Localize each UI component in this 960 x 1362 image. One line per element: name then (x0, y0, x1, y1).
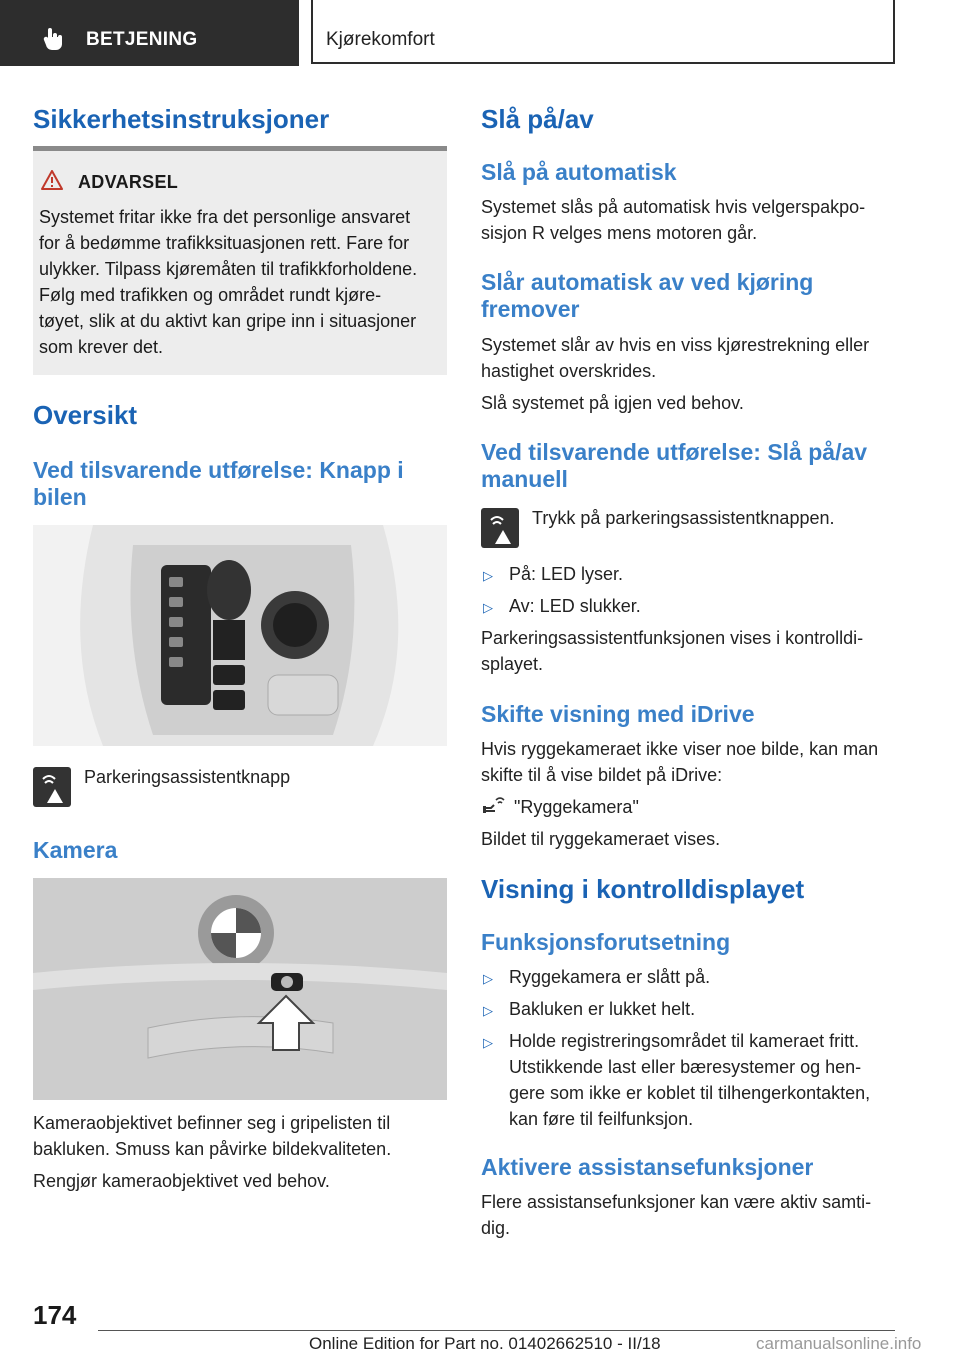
heading-safety: Sikkerhetsinstruksjoner (33, 104, 330, 134)
auto-off-l2: hastighet overskrides. (481, 361, 657, 381)
idrive-l2: skifte til å vise bildet på iDrive: (481, 765, 723, 785)
center-console-photo (33, 525, 447, 746)
rear-camera-photo (33, 878, 447, 1100)
heading-auto-on: Slå på automatisk (481, 159, 677, 185)
bullet-triangle-icon: ▷ (483, 971, 493, 986)
heading-manual-l2: manuell (481, 466, 568, 492)
heading-manual-l1: Ved tilsvarende utførelse: Slå på/av (481, 439, 868, 465)
camera-text-l2: bakluken. Smuss kan påvirke bildekvaliteten. (33, 1139, 392, 1159)
edition-text: Online Edition for Part no. 01402662510 - II/18 (309, 1334, 661, 1353)
warning-text (39, 204, 443, 360)
prereq-item-3-l4: kan føre til feilfunksjon. (509, 1109, 694, 1129)
camera-clean-text: Rengjør kameraobjektivet ved behov. (33, 1171, 330, 1191)
idrive-result: Bildet til ryggekameraet vises. (481, 829, 721, 849)
warning-line: for å bedømme trafikksituasjonen rett. Fare for (39, 233, 410, 253)
auto-off-p2: Slå systemet på igjen ved behov. (481, 393, 744, 413)
idrive-l1: Hvis ryggekameraet ikke viser noe bilde, kan man (481, 739, 879, 759)
page-number: 174 (33, 1300, 77, 1330)
led-on-item: På: LED lyser. (509, 564, 624, 584)
bullet-triangle-icon: ▷ (483, 600, 493, 615)
assist-l2: dig. (481, 1218, 511, 1238)
prereq-item-3-l1: Holde registreringsområdet til kameraet fritt. (509, 1031, 860, 1051)
heading-camera: Kamera (33, 837, 118, 863)
prereq-item-1: Ryggekamera er slått på. (509, 967, 711, 987)
bullet-triangle-icon: ▷ (483, 568, 493, 583)
heading-assist: Aktivere assistansefunksjoner (481, 1154, 814, 1180)
warning-line: som krever det. (39, 337, 164, 357)
warning-triangle-icon (41, 170, 63, 190)
bullet-triangle-icon: ▷ (483, 1003, 493, 1018)
auto-off-l1: Systemet slår av hvis en viss kjørestrekning eller (481, 335, 870, 355)
chapter-title: Kjørekomfort (326, 29, 435, 50)
heading-overview: Oversikt (33, 400, 138, 430)
func-text-l2: splayet. (481, 654, 544, 674)
warning-bar (33, 146, 447, 151)
heading-button-l2: bilen (33, 484, 87, 510)
section-label: BETJENING (86, 29, 198, 50)
prereq-item-3-l2: Utstikkende last eller bæresystemer og hen- (509, 1057, 862, 1077)
camera-text-l1: Kameraobjektivet befinner seg i gripelisten til (33, 1113, 391, 1133)
park-assist-button-icon (481, 508, 519, 548)
bullet-triangle-icon: ▷ (483, 1035, 493, 1050)
heading-idrive: Skifte visning med iDrive (481, 701, 755, 727)
chapter-title-box (311, 0, 895, 64)
func-text-l1: Parkeringsassistentfunksjonen vises i kontrolldi- (481, 628, 864, 648)
rear-camera-icon (481, 794, 507, 816)
auto-on-l2: sisjon R velges mens motoren går. (481, 223, 758, 243)
auto-on-l1: Systemet slås på automatisk hvis velgerspakpo- (481, 197, 866, 217)
warning-title: ADVARSEL (78, 172, 179, 192)
warning-line: tøyet, slik at du aktivt kan gripe inn i situasjoner (39, 311, 417, 331)
chapter-tab (0, 0, 299, 66)
hand-pointer-icon (40, 26, 66, 52)
assist-l1: Flere assistansefunksjoner kan være aktiv samti- (481, 1192, 872, 1212)
prereq-item-3-l3: gere som ikke er koblet til tilhengerkontakten, (509, 1083, 871, 1103)
heading-on-off: Slå på/av (481, 104, 594, 134)
park-assist-button-icon (33, 767, 71, 807)
led-off-item: Av: LED slukker. (509, 596, 641, 616)
watermark: carmanualsonline.info (756, 1334, 922, 1353)
heading-prereq: Funksjonsforutsetning (481, 929, 731, 955)
button-caption: Parkeringsassistentknapp (84, 767, 291, 787)
heading-display: Visning i kontrolldisplayet (481, 874, 805, 904)
heading-button-l1: Ved tilsvarende utførelse: Knapp i (33, 457, 404, 483)
manual-press-text: Trykk på parkeringsassistentknappen. (532, 508, 835, 528)
footer-divider (98, 1330, 895, 1331)
idrive-menu-item: "Ryggekamera" (514, 797, 639, 817)
warning-line: ulykker. Tilpass kjøremåten til trafikkforholdene. (39, 259, 418, 279)
warning-line: Systemet fritar ikke fra det personlige ansvaret (39, 207, 411, 227)
prereq-item-2: Bakluken er lukket helt. (509, 999, 696, 1019)
heading-auto-off-l2: fremover (481, 296, 580, 322)
warning-line: Følg med trafikken og området rundt kjøre- (39, 285, 382, 305)
heading-auto-off-l1: Slår automatisk av ved kjøring (481, 269, 814, 295)
warning-box (33, 146, 447, 375)
